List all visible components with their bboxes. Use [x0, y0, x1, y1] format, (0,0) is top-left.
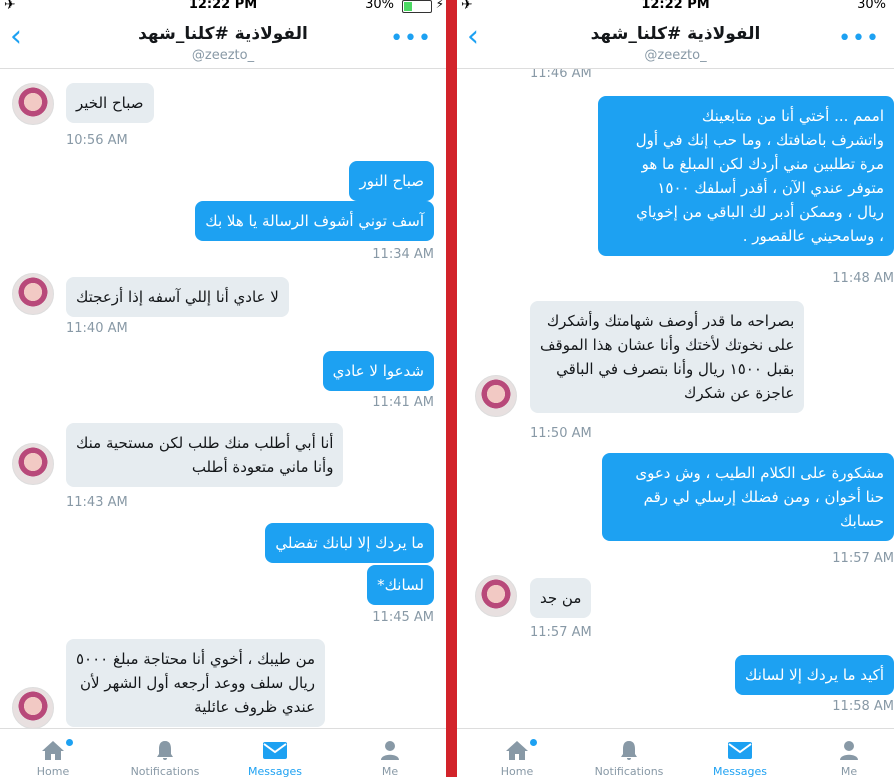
- tab-messages-label: Messages: [713, 765, 767, 777]
- avatar[interactable]: [12, 687, 54, 729]
- message-bubble-outgoing: اممم ... أختي أنا من متابعينك واتشرف باضافتك ، وما حب إنك في أول مرة تطلبين مني أردك لكن المبلغ ما هو متوفر عندي الآن ، أقدر أسلفك ١٥٠٠ ريال ، وممكن أدبر لك الباقي من إخوياي ، وسامحيني عالقصور .: [598, 96, 894, 256]
- message-bubble-incoming: بصراحه ما قدر أوصف شهامتك وأشكرك على نخوتك لأختك وأنا عشان هذا الموقف بقبل ١٥٠٠ ريال وأنا بتصرف في الباقي عاجزة عن شكرك: [530, 301, 804, 413]
- battery-percent: 30%: [365, 0, 394, 12]
- right-screenshot: [457, 0, 894, 777]
- tab-me[interactable]: [804, 729, 894, 777]
- person-icon: [838, 739, 860, 761]
- tab-home-label: Home: [36, 765, 70, 777]
- conversation-handle: @zeezto_: [644, 48, 707, 63]
- message-bubble-incoming: أنا أبي أطلب منك طلب لكن مستحية منك وأنا ماني متعودة أطلب: [66, 423, 343, 487]
- message-list[interactable]: [0, 69, 446, 729]
- message-bubble-outgoing: لسانك*: [367, 565, 434, 605]
- message-bubble-outgoing: ما يردك إلا لبانك تفضلي: [265, 523, 434, 563]
- home-icon: [40, 739, 66, 761]
- conversation-title: الفولاذية #كلنا_شهد: [590, 24, 761, 44]
- avatar[interactable]: [475, 375, 517, 417]
- tab-home[interactable]: [472, 729, 562, 777]
- chevron-left-icon[interactable]: ‹: [10, 19, 22, 54]
- tab-me[interactable]: [345, 729, 435, 777]
- tab-me-label: Me: [840, 765, 858, 777]
- tab-notifications-label: Notifications: [130, 765, 200, 777]
- person-icon: [379, 739, 401, 761]
- status-time: 12:22 PM: [188, 0, 258, 12]
- conversation-header: [457, 14, 894, 69]
- conversation-title: الفولاذية #كلنا_شهد: [138, 24, 308, 44]
- message-timestamp: 11:41 AM: [372, 395, 434, 410]
- tab-home[interactable]: [8, 729, 98, 777]
- charging-icon: ⚡: [435, 0, 444, 11]
- message-bubble-outgoing: أكيد ما يردك إلا لسانك: [735, 655, 894, 695]
- more-dots-icon[interactable]: •••: [390, 26, 432, 51]
- message-timestamp: 11:40 AM: [66, 321, 128, 336]
- message-timestamp: 11:58 AM: [832, 699, 894, 714]
- message-timestamp: 11:34 AM: [372, 247, 434, 262]
- status-bar: [0, 0, 446, 14]
- message-bubble-outgoing: آسف توني أشوف الرسالة يا هلا بك: [195, 201, 434, 241]
- envelope-icon: [726, 739, 754, 761]
- message-timestamp: 11:48 AM: [832, 271, 894, 286]
- tab-notifications-label: Notifications: [594, 765, 664, 777]
- conversation-header: [0, 14, 446, 69]
- tab-me-label: Me: [381, 765, 399, 777]
- tab-notifications[interactable]: [120, 729, 210, 777]
- message-bubble-incoming: صباح الخير: [66, 83, 154, 123]
- status-time: 12:22 PM: [641, 0, 710, 12]
- airplane-mode-icon: ✈: [4, 0, 16, 13]
- avatar[interactable]: [475, 575, 517, 617]
- tab-bar: [457, 728, 894, 777]
- left-screenshot: [0, 0, 446, 777]
- message-bubble-incoming: من جد: [530, 578, 591, 618]
- chevron-left-icon[interactable]: ‹: [467, 19, 479, 54]
- message-timestamp: 11:45 AM: [372, 610, 434, 625]
- message-timestamp: 11:43 AM: [66, 495, 128, 510]
- message-bubble-incoming: لا عادي أنا إللي آسفه إذا أزعجتك: [66, 277, 289, 317]
- more-dots-icon[interactable]: •••: [838, 26, 880, 51]
- battery-percent: 30%: [857, 0, 886, 12]
- message-timestamp: 11:57 AM: [832, 551, 894, 566]
- tab-messages-label: Messages: [248, 765, 302, 777]
- avatar[interactable]: [12, 83, 54, 125]
- tab-home-label: Home: [500, 765, 534, 777]
- airplane-mode-icon: ✈: [461, 0, 473, 13]
- message-list[interactable]: [457, 69, 894, 729]
- message-timestamp: 11:46 AM: [530, 69, 592, 81]
- tab-messages[interactable]: [230, 729, 320, 777]
- message-bubble-incoming: من طيبك ، أخوي أنا محتاجة مبلغ ٥٠٠٠ ريال سلف ووعد أرجعه أول الشهر لأن عندي ظروف عائلية: [66, 639, 325, 727]
- status-bar: [457, 0, 894, 14]
- notification-dot: [530, 739, 537, 746]
- bell-icon: [618, 739, 640, 761]
- message-timestamp: 11:57 AM: [530, 625, 592, 640]
- tab-messages[interactable]: [695, 729, 785, 777]
- home-icon: [504, 739, 530, 761]
- panel-divider: [446, 0, 457, 777]
- conversation-handle: @zeezto_: [191, 48, 255, 63]
- notification-dot: [66, 739, 73, 746]
- message-bubble-outgoing: مشكورة على الكلام الطيب ، وش دعوى حنا أخوان ، ومن فضلك إرسلي لي رقم حسابك: [602, 453, 894, 541]
- envelope-icon: [261, 739, 289, 761]
- tab-bar: [0, 728, 446, 777]
- avatar[interactable]: [12, 443, 54, 485]
- message-bubble-outgoing: شدعوا لا عادي: [323, 351, 434, 391]
- avatar[interactable]: [12, 273, 54, 315]
- tab-notifications[interactable]: [584, 729, 674, 777]
- message-timestamp: 10:56 AM: [66, 133, 128, 148]
- bell-icon: [154, 739, 176, 761]
- message-timestamp: 11:50 AM: [530, 426, 592, 441]
- message-bubble-outgoing: صباح النور: [349, 161, 434, 201]
- battery-icon: [402, 0, 432, 13]
